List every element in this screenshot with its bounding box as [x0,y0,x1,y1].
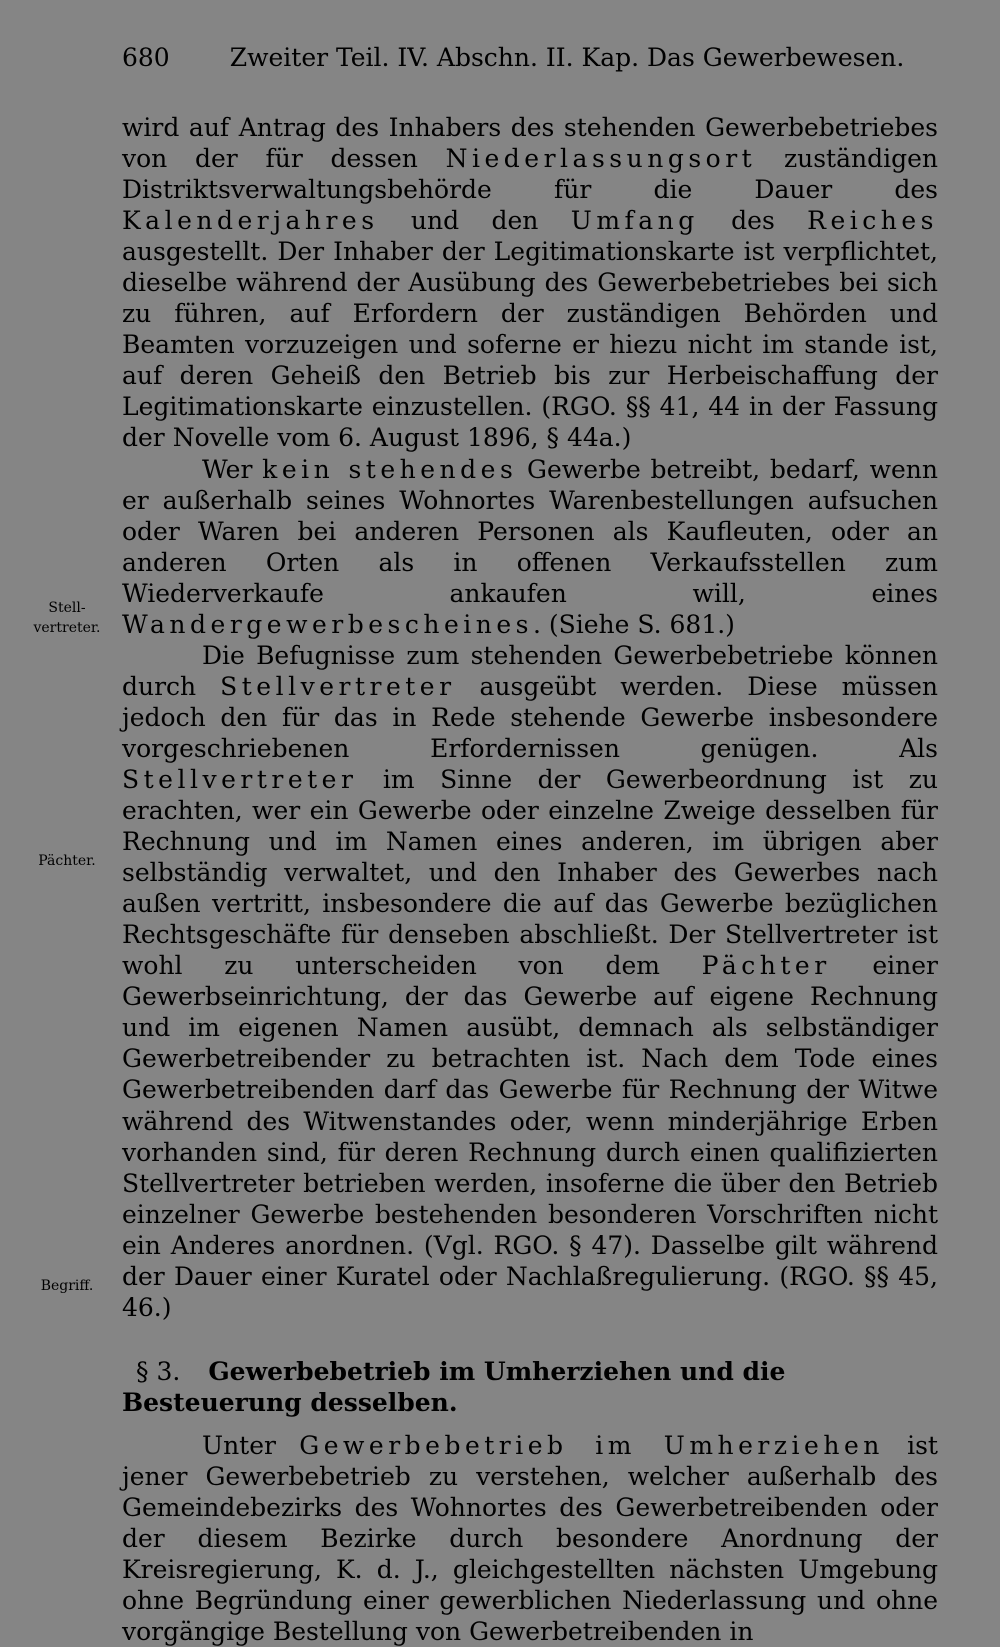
spaced-term: Stellvertreter [220,671,456,701]
spaced-term: Wandergewerbescheines [122,609,533,639]
section-number: § 3. [136,1356,181,1386]
body-text [122,112,938,1647]
section-title: Gewerbebetrieb im Umherziehen und die Besteuerung desselben. [122,1356,786,1417]
text-run: Gewerbe betreibt, bedarf, wenn er außerhalb seines Wohnortes Warenbestellungen aufsuchen oder Waren bei anderen Personen als Kaufleuten, oder an anderen Orten als in offenen Verkaufsstellen zum Wiederverkaufe ankaufen will, eines [122,454,938,608]
spaced-term: Umfang [570,206,699,236]
text-run: wird auf Antrag des Inhabers des stehenden Gewerbebetriebes von der für dessen [122,113,938,174]
text-run: Unter [202,1430,300,1460]
spaced-term: Reiches [807,206,938,236]
text-run: zuständigen Distriktsverwaltungsbehörde für die Dauer des [122,144,938,205]
spaced-term: Pächter [701,951,831,981]
margin-note-paechter: Pächter. [38,853,96,869]
margin-note-stellvertreter-line2: vertreter. [33,620,101,636]
paragraph-wandergewerbeschein [122,454,938,640]
text-run: einer Gewerbseinrichtung, der das Gewerbe auf eigene Rechnung und im eigenen Namen ausübt, demnach als selbständiger Gewerbetreibender zu betrachten ist. Nach dem Tode eines Gewerbetreibenden darf das Gewerbe für Rechnung der Witwe während des Witwenstandes oder, wenn minderjährige Erben vorhanden sind, für deren Rechnung durch einen qualifizierten Stellvertreter betrieben werden, insoferne die über den Betrieb einzelner Gewerbe bestehenden besonderen Vorschriften nicht ein Anderes anordnen. (Vgl. RGO. § 47). Dasselbe gilt während der Dauer einer Kuratel oder Nachlaßregulierung. (RGO. §§ 45, 46.) [122,951,938,1322]
text-run: ausgestellt. Der Inhaber der Legitimationskarte ist verpflichtet, dieselbe während der Ausübung des Gewerbebetriebes bei sich zu führen, auf Erfordern der zuständigen Behörden und Beamten vorzuzeigen und soferne er hiezu nicht im stande ist, auf deren Geheiß den Betrieb bis zur Herbeischaffung der Legitimationskarte einzustellen. (RGO. §§ 41, 44 in der Fassung der Novelle vom 6. August 1896, § 44a.) [122,237,938,453]
running-header [122,38,905,78]
spaced-term: Niederlassungsort [445,144,757,174]
text-run: Die Befugnisse zum stehenden Gewerbebetriebe können durch [122,640,938,701]
paragraph-stellvertreter [122,640,938,1323]
text-run: und den [378,206,571,236]
text-run: des [698,206,808,236]
spaced-term: Stellvertreter [122,764,358,794]
margin-note-stellvertreter-line1: Stell- [48,600,86,616]
paragraph-legitimationskarte [122,112,938,454]
page-number: 680 [122,43,170,72]
text-run: im Sinne der Gewerbeordnung ist zu erachten, wer ein Gewerbe oder einzelne Zweige desselben für Rechnung und im Namen eines anderen, im übrigen aber selbständig verwaltet, und den Inhaber des Gewerbes nach außen vertritt, insbesondere die auf das Gewerbe bezüglichen Rechtsgeschäfte für denseben abschließt. Der Stellvertreter ist wohl zu unterscheiden von dem [122,764,938,981]
margin-note-begriff: Begriff. [40,1278,94,1294]
spaced-term: kein stehendes [262,454,518,484]
section-heading [122,1356,938,1418]
paragraph-begriff [122,1430,938,1647]
text-run: ist jener Gewerbebetrieb zu verstehen, welcher außerhalb des Gemeindebezirks des Wohnortes des Gewerbetreibenden oder der diesem Bezirke durch besondere Anordnung der Kreisregierung, K. d. J., gleichgestellten nächsten Umgebung ohne Begründung einer gewerblichen Niederlassung und ohne vorgängige Bestellung von Gewerbetreibenden in [122,1430,938,1647]
margin-note-stellvertreter [22,598,112,638]
spaced-term: Gewerbebetrieb im Umherziehen [299,1430,884,1460]
text-run: Wer [202,454,263,484]
spaced-term: Kalenderjahres [122,206,379,236]
text-run: ausgeübt werden. Diese müssen jedoch den für das in Rede stehende Gewerbe insbesondere vorgeschriebenen Erfordernissen genügen. Als [122,671,938,763]
text-run: . (Siehe S. 681.) [532,609,735,639]
running-title: Zweiter Teil. IV. Abschn. II. Kap. Das Gewerbewesen. [229,43,905,72]
